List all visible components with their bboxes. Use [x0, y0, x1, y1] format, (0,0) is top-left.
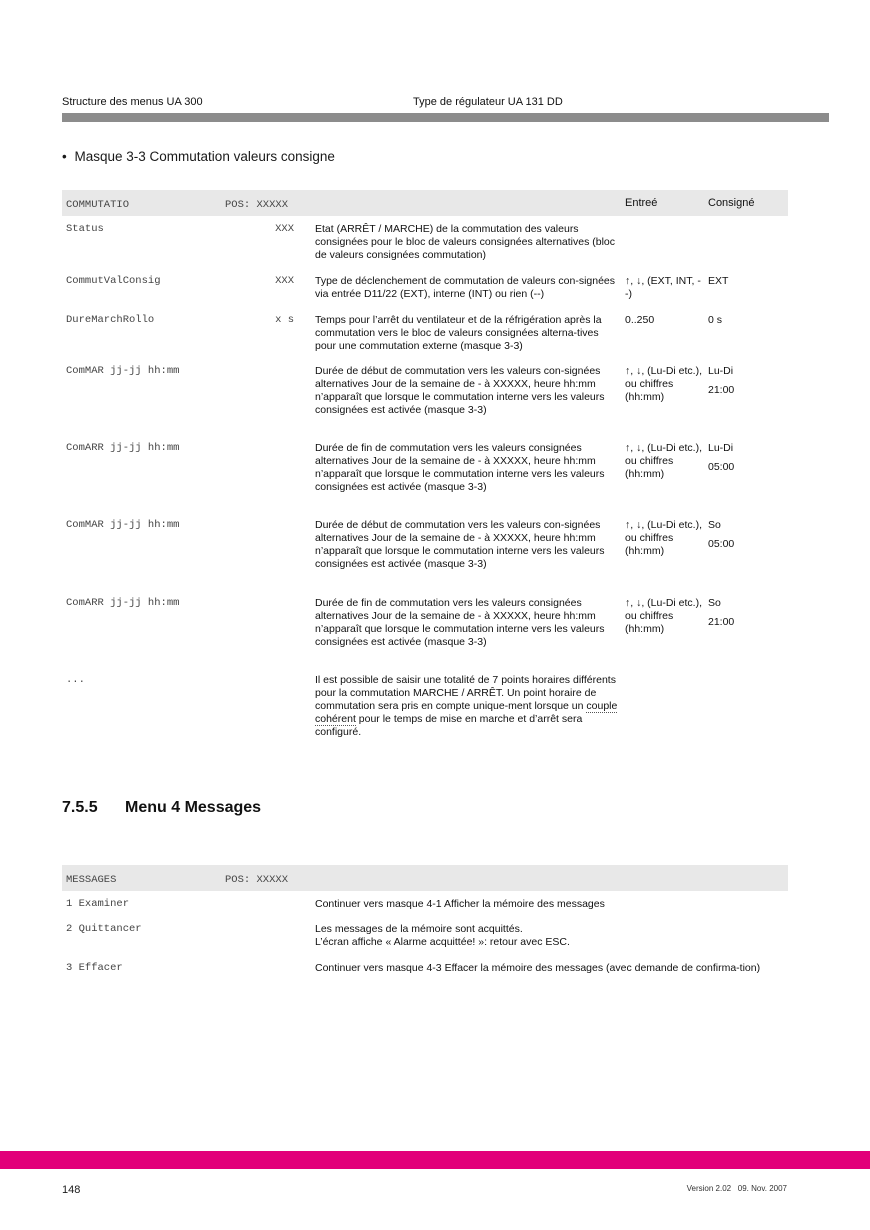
- row-name: ComARR jj-jj hh:mm: [66, 597, 180, 609]
- row-consigne: [708, 442, 788, 480]
- row-consigne-1: Lu-Di: [708, 442, 734, 454]
- version-date: Version 2.02 09. Nov. 2007: [686, 1184, 787, 1193]
- row-name: 3 Effacer: [66, 962, 123, 974]
- row-consigne: [708, 519, 788, 557]
- row-desc: Durée de début de commutation vers les valeurs con-signées alternatives Jour de la semaine de - à XXXXX, heure hh:mm n’apparaît que lorsque le commutation interne vers les valeurs consignées est activée (masque 3-3): [315, 519, 605, 570]
- row-name: DureMarchRollo: [66, 314, 155, 326]
- table1-header: [62, 190, 788, 216]
- table2-header-col1: MESSAGES: [66, 874, 117, 886]
- row-name: ComMAR jj-jj hh:mm: [66, 519, 180, 531]
- row-desc: Temps pour l’arrêt du ventilateur et de la réfrigération après la commutation vers le bloc de valeurs consignées alterna-tives pour une commutation externe (masque 3-3): [315, 314, 602, 352]
- row-entry: ↑, ↓, (EXT, INT, --): [625, 275, 701, 300]
- row-desc-line1: Les messages de la mémoire sont acquittés.: [315, 923, 523, 935]
- row-consigne: [708, 365, 788, 403]
- row-consigne-2: 21:00: [708, 384, 735, 396]
- row-consigne-1: So: [708, 597, 721, 609]
- section2-title: Menu 4 Messages: [125, 799, 262, 816]
- note-text-after: pour le temps de mise en marche et d’arrêt sera configuré.: [315, 713, 583, 738]
- note-link: couple cohérent: [315, 700, 618, 725]
- row-entry: ↑, ↓, (Lu-Di etc.), ou chiffres (hh:mm): [625, 519, 703, 557]
- row-desc: Type de déclenchement de commutation de valeurs con-signées via entrée D11/22 (EXT), interne (INT) ou rien (--): [315, 275, 616, 300]
- row-name: ...: [66, 674, 85, 686]
- row-pos: XXX: [275, 275, 294, 287]
- row-desc: Etat (ARRÊT / MARCHE) de la commutation des valeurs consignées pour le bloc de valeurs consignées alternatives (bloc de valeurs consignées commutation): [315, 223, 616, 261]
- row-desc: Durée de début de commutation vers les valeurs con-signées alternatives Jour de la semaine de - à XXXXX, heure hh:mm n’apparaît que lorsque le commutation interne vers les valeurs consignées est activée (masque 3-3): [315, 365, 605, 416]
- row-name: ComMAR jj-jj hh:mm: [66, 365, 180, 377]
- row-desc: Continuer vers masque 4-3 Effacer la mémoire des messages (avec demande de confirma-tion): [315, 962, 761, 974]
- table2-header-col2: POS: XXXXX: [225, 874, 289, 886]
- header-rule: [62, 113, 829, 122]
- row-desc: Durée de fin de commutation vers les valeurs consignées alternatives Jour de la semaine de - à XXXXX, heure hh:mm n’apparaît que lorsque le commutation interne vers les valeurs consignées est activée (masque 3-3): [315, 442, 605, 493]
- row-consigne-1: Lu-Di: [708, 365, 734, 377]
- row-pos: XXX: [275, 223, 294, 235]
- table2-header: [62, 865, 788, 891]
- row-desc: Continuer vers masque 4-1 Afficher la mémoire des messages: [315, 898, 605, 910]
- footer-accent-bar: [0, 1151, 870, 1169]
- section2-number: 7.5.5: [62, 799, 98, 816]
- header-left: Structure des menus UA 300: [62, 96, 203, 108]
- section1-heading: [62, 149, 335, 164]
- row-entry: 0..250: [625, 314, 655, 326]
- row-consigne: [708, 275, 788, 294]
- row-desc: Durée de fin de commutation vers les valeurs consignées alternatives Jour de la semaine de - à XXXXX, heure hh:mm n’apparaît que lorsque le commutation interne vers les valeurs consignées est activée (masque 3-3): [315, 597, 605, 648]
- row-entry: ↑, ↓, (Lu-Di etc.), ou chiffres (hh:mm): [625, 597, 703, 635]
- row-consigne-2: 21:00: [708, 616, 735, 628]
- row-consigne-2: 05:00: [708, 538, 735, 550]
- row-desc-line2: L’écran affiche « Alarme acquittée! »: retour avec ESC.: [315, 936, 570, 948]
- row-name: CommutValConsig: [66, 275, 161, 287]
- row-entry: ↑, ↓, (Lu-Di etc.), ou chiffres (hh:mm): [625, 442, 703, 480]
- row-consigne-1: EXT: [708, 275, 729, 287]
- row-name: ComARR jj-jj hh:mm: [66, 442, 180, 454]
- row-consigne-1: 0 s: [708, 314, 723, 326]
- row-consigne: [708, 314, 788, 333]
- row-name: 1 Examiner: [66, 898, 130, 910]
- row-desc: [315, 674, 620, 739]
- row-name: Status: [66, 223, 104, 235]
- page-number: 148: [62, 1184, 81, 1196]
- table1-header-consigne: Consigné: [708, 197, 755, 209]
- header-center: Type de régulateur UA 131 DD: [413, 96, 563, 108]
- bullet: •: [62, 149, 67, 164]
- row-entry: ↑, ↓, (Lu-Di etc.), ou chiffres (hh:mm): [625, 365, 703, 403]
- row-name: 2 Quittancer: [66, 923, 142, 935]
- row-pos: x s: [275, 314, 294, 326]
- table1-header-entry: Entreé: [625, 197, 658, 209]
- section1-title: Masque 3-3 Commutation valeurs consigne: [74, 149, 335, 164]
- row-consigne-2: 05:00: [708, 461, 735, 473]
- table1-header-col2: POS: XXXXX: [225, 199, 289, 211]
- table1-header-col1: COMMUTATIO: [66, 199, 130, 211]
- row-consigne: [708, 597, 788, 635]
- row-consigne-1: So: [708, 519, 721, 531]
- note-text-before: Il est possible de saisir une totalité de 7 points horaires différents pour la commutation MARCHE / ARRÊT. Un point horaire de commutation sera pris en compte unique-ment lorsque un: [315, 674, 616, 712]
